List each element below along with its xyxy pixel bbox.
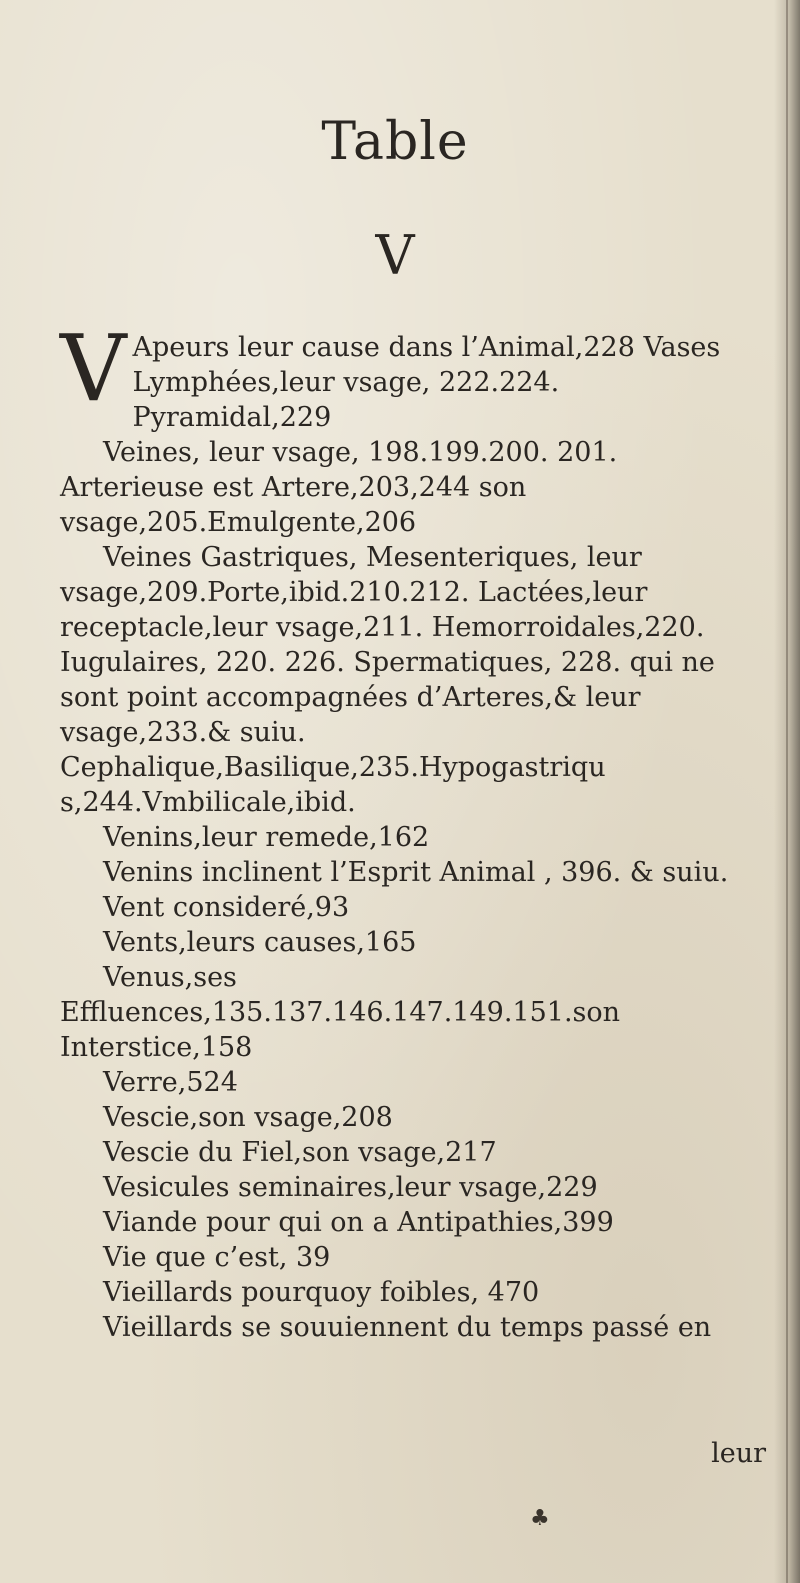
ornament-icon: ♣ — [530, 1506, 550, 1531]
index-entry: Vieillards pourquoy foibles, 470 — [103, 1277, 540, 1308]
index-entries — [60, 315, 765, 1345]
page-title: Table — [321, 112, 469, 172]
index-entry: Veines, leur vsage, 198.199.200. 201. Arterieuse est Artere,203,244 son vsage,205.Emulgente,206 — [60, 437, 618, 538]
drop-cap: V — [60, 315, 127, 422]
index-entry — [60, 315, 765, 435]
index-entry: Vent consideré,93 — [103, 892, 350, 923]
catchword: leur — [711, 1438, 766, 1469]
section-letter: V — [375, 224, 415, 287]
index-entry: Veines Gastriques, Mesenteriques, leur vsage,209.Porte,ibid.210.212. Lactées,leur receptacle,leur vsage,211. Hemorroidales,220. Iugulaires, 220. 226. Spermatiques, 228. qui ne sont point accompagnées d’Arteres,& leur vsage,233.& suiu. Cephalique,Basilique,235.Hypogastriqu s,244.Vmbilicale,ibid. — [60, 542, 715, 818]
index-entry-text: Apeurs leur cause dans l’Animal,228 Vases Lymphées,leur vsage, 222.224. Pyramidal,229 — [132, 332, 721, 433]
index-entry: Venins inclinent l’Esprit Animal , 396. & suiu. — [103, 857, 729, 888]
index-entry: Venus,ses Effluences,135.137.146.147.149.151.son Interstice,158 — [60, 962, 621, 1063]
index-entry: Vieillards se souuiennent du temps passé en — [103, 1312, 712, 1343]
index-entry: Verre,524 — [103, 1067, 238, 1098]
index-entry: Vie que c’est, 39 — [103, 1242, 331, 1273]
index-entry: Vesicules seminaires,leur vsage,229 — [103, 1172, 598, 1203]
index-entry: Vents,leurs causes,165 — [103, 927, 417, 958]
index-entry: Vescie du Fiel,son vsage,217 — [103, 1137, 497, 1168]
index-entry: Viande pour qui on a Antipathies,399 — [103, 1207, 614, 1238]
index-entry: Venins,leur remede,162 — [103, 822, 430, 853]
index-entry: Vescie,son vsage,208 — [103, 1102, 393, 1133]
